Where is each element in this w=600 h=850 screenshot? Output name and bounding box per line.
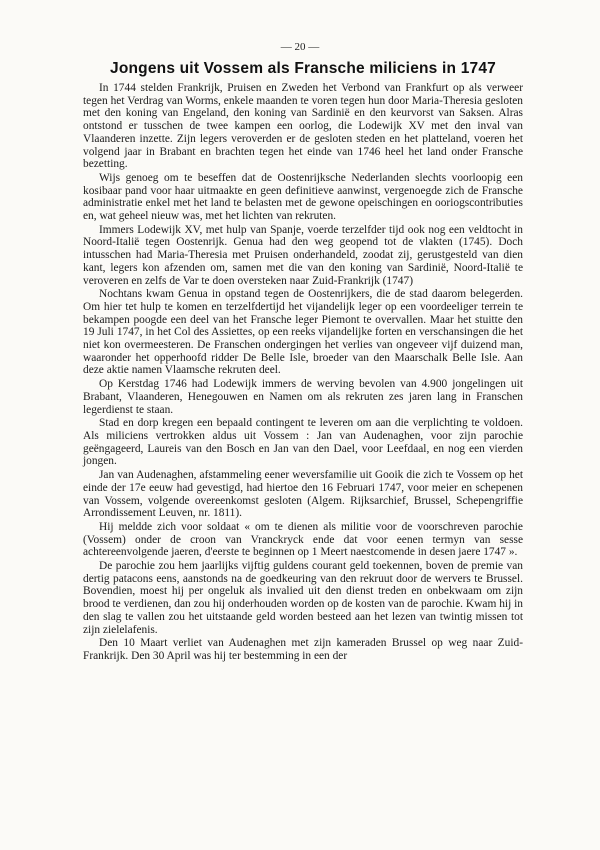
paragraph: Immers Lodewijk XV, met hulp van Spanje, voerde terzelfder tijd ook nog een veldtocht in Noord-Italië tegen Oostenrijk. Genua had den weg geopend tot de vlakten (1745). Doch intusschen had Maria-Theresia met Pruisen onderhandeld, zoodat zij, gerustgesteld van dien kant, legers kon afzenden om, samen met die van den koning van Sardinië, Noord-Italië te veroveren en zelfs de Var te doen oversteken naar Zuid-Frankrijk (1747) (83, 223, 523, 287)
article-title: Jongens uit Vossem als Fransche miliciens in 1747 (110, 60, 496, 77)
paragraph: Wijs genoeg om te beseffen dat de Oostenrijksche Nederlanden slechts voorloopig een kosibaar pand voor haar uitmaakte en geen definitieve aanwinst, vergenoegde zich de Fransche administratie enkel met het land te belasten met de gewone opeischingen en ooriogscontributies en, wat geheel nieuw was, met het lichten van rekruten. (83, 171, 523, 223)
paragraph: Den 10 Maart verliet van Audenaghen met zijn kameraden Brussel op weg naar Zuid-Frankrijk. Den 30 April was hij ter bestemming in een der (83, 637, 523, 662)
paragraph: Nochtans kwam Genua in opstand tegen de Oostenrijkers, die de stad daarom belegerden. Om hier tet hulp te komen en terzelfdertijd het vijandelijk leger op een voordeeliger terrein te bekampen poogde een deel van het Fransche leger Piemont te overvallen. Maar het stuitte den 19 Juli 1747, in het Col des Assiettes, op een reeks vijandelijke forten en verschansingen die het niet kon overmeesteren. De Franschen ondergingen het verlies van ongeveer vijf duizend man, waaronder het opperhoofd ridder De Belle Isle, broeder van den Maarschalk Belle Isle. Aan deze aktie namen Vlaamsche rekruten deel. (83, 288, 523, 377)
article-body (83, 82, 523, 663)
paragraph: Jan van Audenaghen, afstammeling eener weversfamilie uit Gooik die zich te Vossem op het einde der 17e eeuw had gevestigd, had hiertoe den 16 Februari 1747, voor meier en schepenen van Vossem, volgende overeenkomst gesloten (Algem. Rijksarchief, Brussel, Schepengriffie Arrondissement Leuven, nr. 1811). (83, 469, 523, 520)
paragraph: In 1744 stelden Frankrijk, Pruisen en Zweden het Verbond van Frankfurt op als verweer tegen het Verdrag van Worms, enkele maanden te voren tegen hun door Maria-Theresia gesloten met den koning van Engeland, den koning van Sardinië en den keurvorst van Saksen. Alras ontstond er tusschen de twee kampen een oorlog, die Lodewijk XV met den inval van Vlaanderen inzette. Zijn legers veroverden er de gesloten steden en het platteland, voeren het volgend jaar in Brabant en brachten tegen het einde van 1746 heel het land onder Fransche bezetting. (83, 82, 523, 171)
paragraph: Stad en dorp kregen een bepaald contingent te leveren om aan die verplichting te voldoen. Als miliciens vertrokken aldus uit Vossem : Jan van Audenaghen, voor zijn parochie geëngageerd, Laureis van den Bosch en Jan van den Dael, voor Leefdaal, en nog een vierden jongen. (83, 417, 523, 468)
paragraph: Op Kerstdag 1746 had Lodewijk immers de werving bevolen van 4.900 jongelingen uit Brabant, Vlaanderen, Henegouwen en Namen om als rekruten zes jaren lang in Franschen legerdienst te staan. (83, 378, 523, 416)
page-number: — 20 — (280, 41, 320, 53)
paragraph: De parochie zou hem jaarlijks vijftig guldens courant geld toekennen, boven de premie van dertig patacons eens, aanstonds na de goedkeuring van den rekruut door de wervers te Brussel. Bovendien, moest hij per ongeluk als invalied uit den dienst treden en onbekwaam om zijn brood te verdienen, dan zou hij onderhouden worden op de kosten van de parochie. Kwam hij in den slag te vallen zou het uitstaande geld worden besteed aan het lezen van twintig missen tot zijn zielelafenis. (83, 560, 523, 636)
paragraph: Hij meldde zich voor soldaat « om te dienen als militie voor de voorschreven parochie (Vossem) onder de croon van Vranckryck ende dat voor eenen termyn van sesse achtereenvolgende jaeren, d'eerste te beginnen op 1 Meert naestcomende in desen jaere 1747 ». (83, 520, 523, 559)
